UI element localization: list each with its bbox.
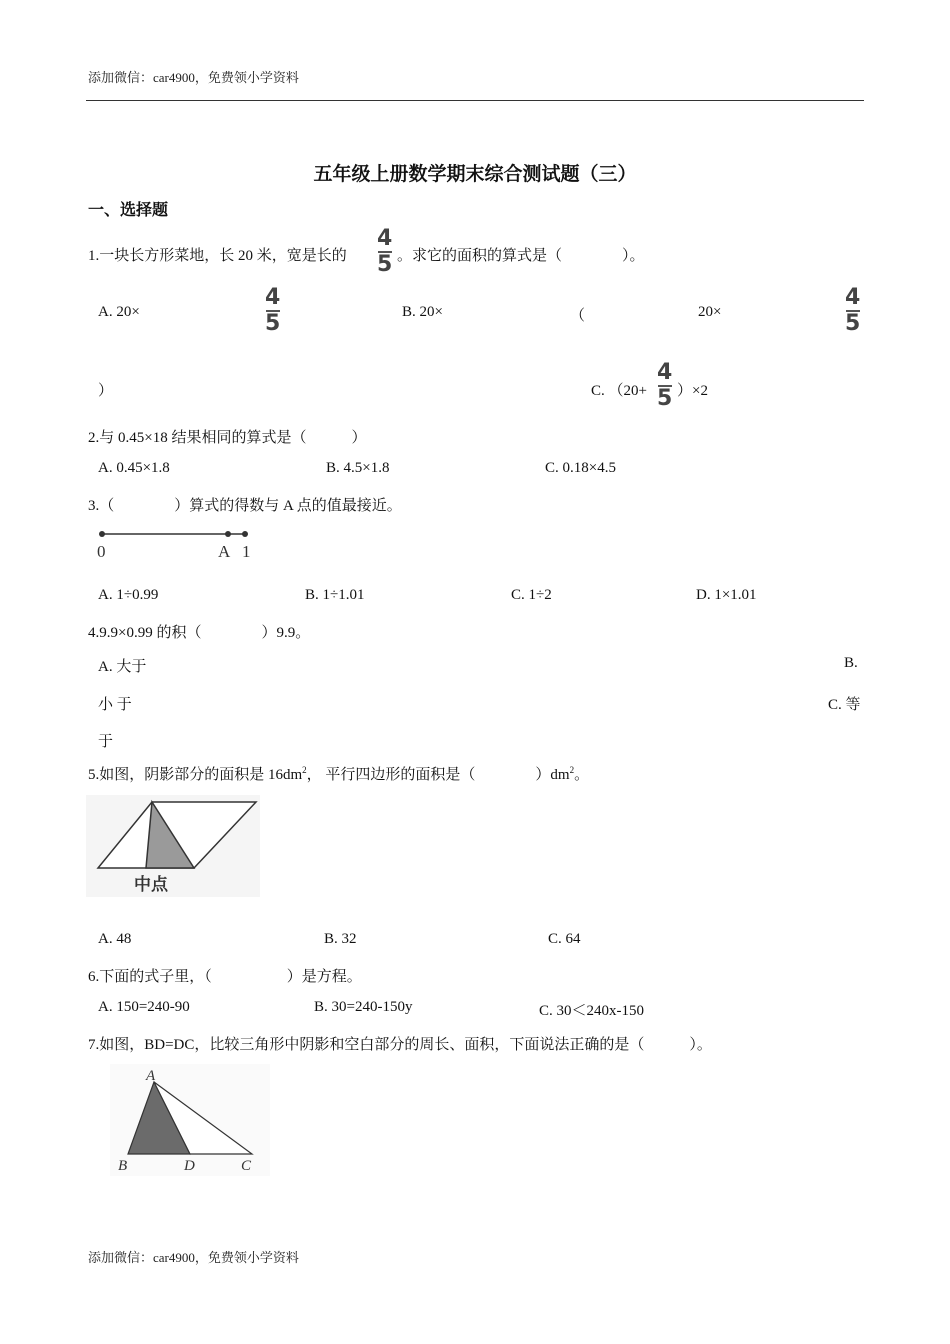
- q5-option-b[interactable]: B. 32: [324, 931, 357, 947]
- midpoint-label: 中点: [134, 875, 168, 894]
- q2-option-c[interactable]: C. 0.18×4.5: [545, 460, 616, 476]
- q3-option-c[interactable]: C. 1÷2: [511, 587, 552, 603]
- q5-stem: [88, 763, 589, 784]
- q1-option-a-fraction: [265, 285, 281, 336]
- fraction-denominator: 5: [377, 252, 393, 277]
- label-one: 1: [242, 542, 251, 561]
- q5-option-a[interactable]: A. 48: [98, 931, 132, 947]
- vertex-label-c: C: [241, 1158, 252, 1174]
- q3-option-d[interactable]: D. 1×1.01: [696, 587, 757, 603]
- q3-option-b[interactable]: B. 1÷1.01: [305, 587, 365, 603]
- q1-stem-end: 。求它的面积的算式是（ ）。: [397, 248, 645, 264]
- fraction-numerator: 4: [657, 360, 673, 385]
- q4-option-b-text: 小 于: [98, 697, 132, 713]
- point-one: [242, 531, 248, 537]
- q5-stem-c: 。: [574, 767, 590, 783]
- vertex-label-a: A: [146, 1068, 156, 1084]
- q4-option-c-text: 于: [98, 734, 114, 750]
- q1-option-c-end: ）×2: [677, 383, 708, 399]
- header-text: 添加微信：car4900，免费领小学资料: [88, 70, 299, 85]
- q6-option-c[interactable]: C. 30＜240x-150: [539, 1003, 645, 1019]
- q2-stem: 2.与 0.45×18 结果相同的算式是（ ）: [88, 430, 367, 446]
- label-zero: 0: [97, 542, 106, 561]
- q4-stem: 4.9.9×0.99 的积（ ）9.9。: [88, 625, 311, 641]
- q3-option-a[interactable]: A. 1÷0.99: [98, 587, 159, 603]
- vertex-label-b: B: [118, 1158, 128, 1174]
- q4-option-c[interactable]: C. 等: [828, 697, 861, 713]
- section-heading-choice: 一、选择题: [88, 202, 169, 219]
- q3-stem: 3.（ ）算式的得数与 A 点的值最接近。: [88, 498, 402, 514]
- q1-stem-fraction: [377, 226, 393, 277]
- q2-option-b[interactable]: B. 4.5×1.8: [326, 460, 390, 476]
- q5-stem-a: 5.如图，阴影部分的面积是 16dm: [88, 767, 303, 783]
- parallelogram-figure: [86, 795, 260, 897]
- q1-option-b-paren-open: （: [570, 308, 586, 324]
- page-title: 五年级上册数学期末综合测试题（三）: [313, 164, 637, 185]
- q1-option-b-paren-close: ）: [98, 383, 114, 399]
- q5-stem-b: ， 平行四边形的面积是（ ）dm: [306, 767, 570, 783]
- q1-option-c-fraction: [657, 360, 673, 411]
- q1-option-a[interactable]: A. 20×: [98, 304, 140, 320]
- number-line-figure: [88, 522, 263, 564]
- q1-stem-start: 1.一块长方形菜地，长 20 米，宽是长的: [88, 248, 347, 264]
- q1-option-b-fraction: [845, 285, 861, 336]
- q1-option-b[interactable]: B. 20×: [402, 304, 443, 320]
- fraction-numerator: 4: [265, 285, 281, 310]
- q2-option-a[interactable]: A. 0.45×1.8: [98, 460, 170, 476]
- q5-superscript-1: 2: [302, 765, 307, 775]
- vertex-label-d: D: [184, 1158, 195, 1174]
- fraction-numerator: 4: [377, 226, 393, 251]
- fraction-denominator: 5: [845, 311, 861, 336]
- q6-option-b[interactable]: B. 30=240-150y: [314, 999, 413, 1015]
- q7-stem: 7.如图，BD=DC，比较三角形中阴影和空白部分的周长、面积，下面说法正确的是（ ）。: [88, 1037, 712, 1053]
- fraction-denominator: 5: [657, 386, 673, 411]
- point-zero: [99, 531, 105, 537]
- q6-stem: 6.下面的式子里，（ ）是方程。: [88, 969, 362, 985]
- header-divider: [86, 100, 864, 101]
- triangle-figure: [110, 1064, 270, 1176]
- q1-option-c[interactable]: C. （20+: [591, 383, 647, 399]
- footer-text: 添加微信：car4900，免费领小学资料: [88, 1250, 299, 1265]
- fraction-numerator: 4: [845, 285, 861, 310]
- q4-option-a[interactable]: A. 大于: [98, 659, 147, 675]
- q1-option-b-mid: 20×: [698, 304, 722, 320]
- label-a: A: [218, 542, 231, 561]
- q5-superscript-2: 2: [569, 765, 575, 775]
- fraction-denominator: 5: [265, 311, 281, 336]
- q6-option-a[interactable]: A. 150=240-90: [98, 999, 190, 1015]
- q4-option-b[interactable]: B.: [844, 655, 858, 671]
- point-a: [225, 531, 231, 537]
- q5-option-c[interactable]: C. 64: [548, 931, 581, 947]
